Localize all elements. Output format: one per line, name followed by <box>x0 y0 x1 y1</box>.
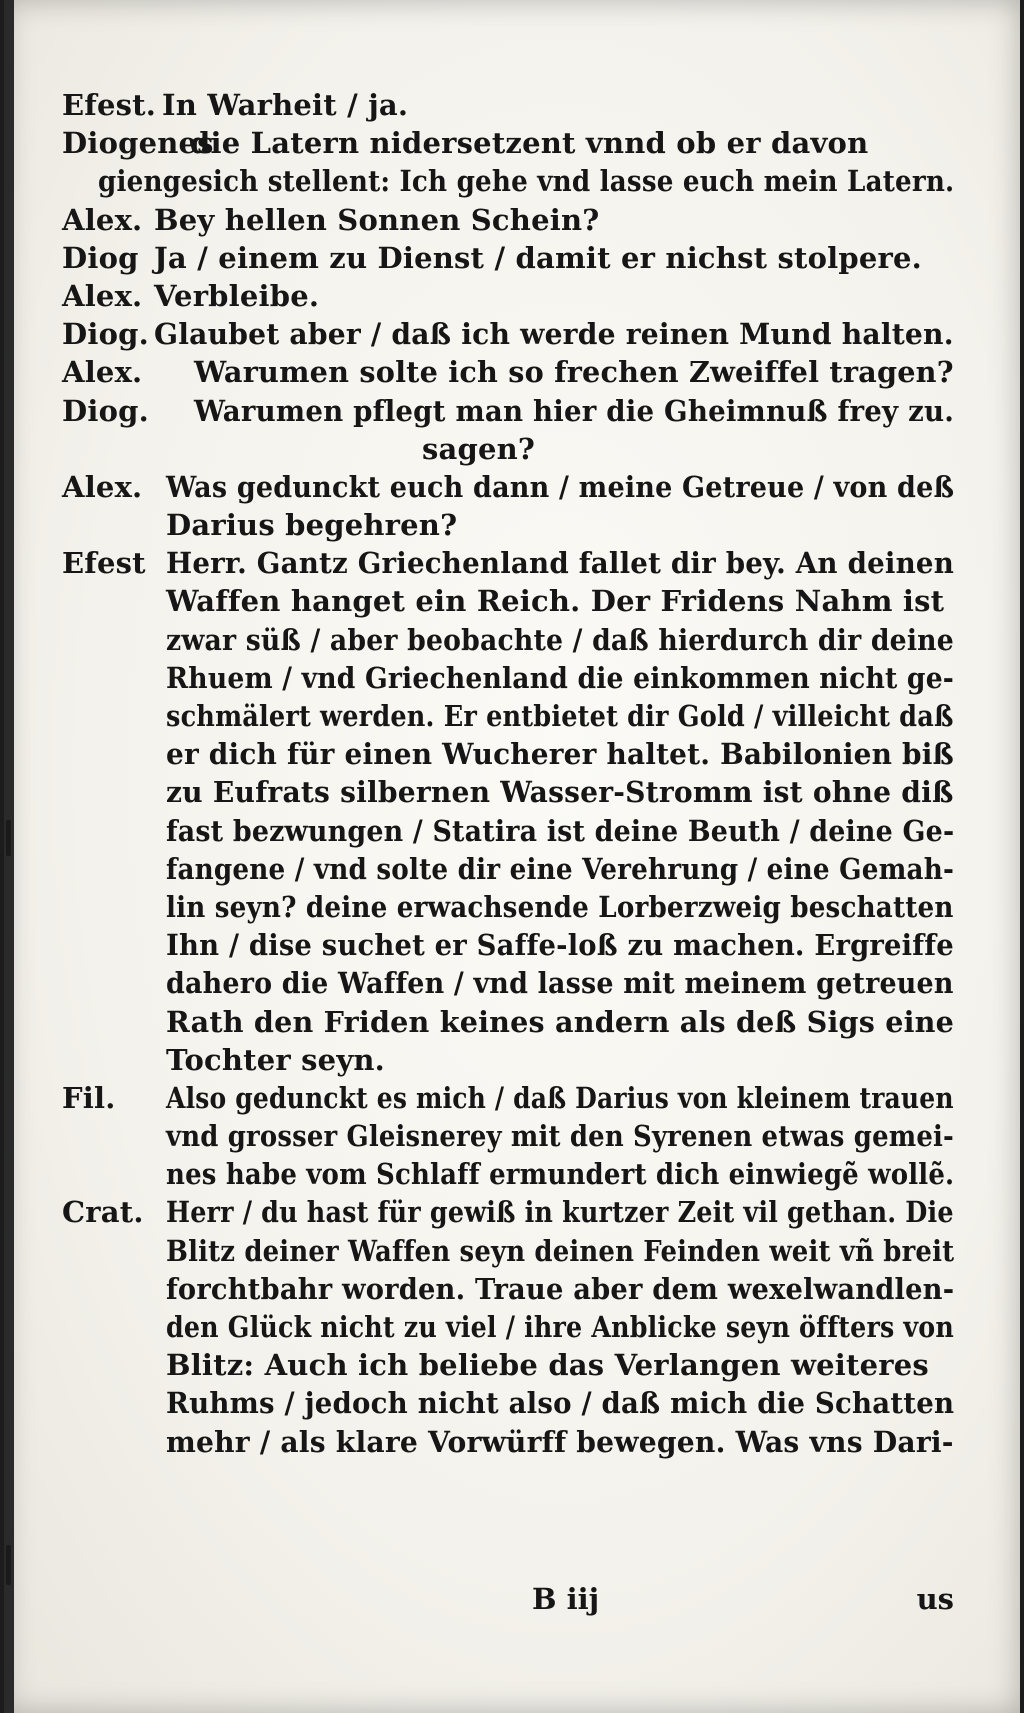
line-text: lin seyn? deine erwachsende Lorberzweig beschatten <box>166 889 954 924</box>
text-line <box>62 926 954 964</box>
book-page <box>4 0 1020 1713</box>
text-line <box>62 621 954 659</box>
margin-mark <box>6 820 11 856</box>
line-text: Rhuem / vnd Griechenland die einkommen nicht ge- <box>166 660 955 695</box>
speaker-name: Diog. <box>62 393 149 428</box>
line-text: nes habe vom Schlaff ermundert dich einwiegẽ wollẽ. <box>166 1157 955 1192</box>
line-text: Verbleibe. <box>154 278 320 313</box>
line-text: vnd grosser Gleisnerey mit den Syrenen etwas gemei- <box>166 1119 954 1154</box>
text-line <box>62 1384 954 1422</box>
text-line <box>62 201 954 239</box>
text-line <box>62 1155 954 1193</box>
line-text: Ja / einem zu Dienst / damit er nichst stolpere. <box>154 240 922 275</box>
margin-mark <box>6 1545 11 1585</box>
speaker-name: Efest. <box>62 88 157 122</box>
text-line <box>62 86 954 124</box>
text-line <box>62 468 954 506</box>
text-line <box>62 964 954 1002</box>
line-text: Blitz deiner Waffen seyn deinen Feinden weit vñ breit <box>166 1233 955 1268</box>
line-text: giengesich stellent: Ich gehe vnd lasse euch mein Latern. <box>98 164 955 199</box>
line-text: sagen? <box>422 431 536 466</box>
line-text: forchtbahr worden. Traue aber dem wexelwandlen- <box>166 1271 955 1306</box>
catchword: us <box>916 1582 954 1616</box>
text-line <box>62 888 954 926</box>
line-text: fangene / vnd solte dir eine Verehrung / eine Gemah- <box>166 851 955 886</box>
line-text: Herr. Gantz Griechenland fallet dir bey. An deinen <box>166 546 955 581</box>
text-line <box>62 812 954 850</box>
text-line <box>62 277 954 315</box>
text-line <box>62 544 954 582</box>
text-line <box>62 124 954 162</box>
speaker-name: Diog <box>62 240 139 275</box>
line-text: fast bezwungen / Statira ist deine Beuth / deine Ge- <box>166 813 955 848</box>
text-line <box>62 735 954 773</box>
line-text: Warumen solte ich so frechen Zweiffel tragen? <box>194 355 954 390</box>
text-line <box>62 1079 954 1117</box>
line-text: Glaubet aber / daß ich werde reinen Mund halten. <box>154 317 954 352</box>
line-text: mehr / als klare Vorwürff bewegen. Was vns Dari- <box>166 1424 954 1459</box>
line-text: die Latern nidersetzent vnnd ob er davon <box>190 126 869 161</box>
speaker-name: Alex. <box>62 202 143 237</box>
text-line <box>62 353 954 391</box>
page-edge <box>4 0 14 1713</box>
text-line <box>62 430 954 468</box>
text-line <box>62 582 954 620</box>
text-line <box>62 392 954 430</box>
speaker-name: Alex. <box>62 278 143 313</box>
text-line <box>62 1232 954 1270</box>
text-line <box>62 315 954 353</box>
text-line <box>62 506 954 544</box>
text-line <box>62 1117 954 1155</box>
text-line <box>62 697 954 735</box>
text-line <box>62 659 954 697</box>
text-block <box>62 86 954 1461</box>
text-line <box>62 1423 954 1461</box>
text-line <box>62 1041 954 1079</box>
text-line <box>62 1346 954 1384</box>
text-line <box>62 1270 954 1308</box>
text-line <box>62 773 954 811</box>
speaker-name: Crat. <box>62 1195 144 1230</box>
text-line <box>62 239 954 277</box>
signature-mark: B iij <box>532 1582 600 1616</box>
line-text: Was gedunckt euch dann / meine Getreue / von deß <box>166 469 955 504</box>
text-line <box>62 1308 954 1346</box>
line-text: Darius begehren? <box>166 508 458 543</box>
line-text: Tochter seyn. <box>166 1042 385 1077</box>
text-line <box>62 162 954 200</box>
speaker-name: Efest <box>62 546 146 581</box>
line-text: Bey hellen Sonnen Schein? <box>154 202 600 237</box>
line-text: Rath den Friden keines andern als deß Sigs eine <box>166 1004 955 1039</box>
line-text: Herr / du hast für gewiß in kurtzer Zeit vil gethan. Die <box>166 1195 954 1230</box>
speaker-name: Diogenes <box>62 126 214 161</box>
line-text: In Warheit / ja. <box>162 88 409 122</box>
line-text: Ruhms / jedoch nicht also / daß mich die Schatten <box>166 1386 955 1421</box>
line-text: zu Eufrats silbernen Wasser-Stromm ist ohne diß <box>166 775 954 810</box>
speaker-name: Alex. <box>62 469 143 504</box>
speaker-name: Diog. <box>62 317 149 352</box>
line-text: er dich für einen Wucherer haltet. Babilonien biß <box>166 737 954 772</box>
line-text: Blitz: Auch ich beliebe das Verlangen weiteres <box>166 1348 929 1383</box>
line-text: Waffen hanget ein Reich. Der Fridens Nahm ist <box>166 584 945 619</box>
speaker-name: Fil. <box>62 1080 116 1115</box>
line-text: Also gedunckt es mich / daß Darius von kleinem trauen <box>166 1080 954 1115</box>
text-line <box>62 1003 954 1041</box>
line-text: zwar süß / aber beobachte / daß hierdurch dir deine <box>166 622 954 657</box>
page-footer <box>62 1580 954 1620</box>
line-text: Warumen pflegt man hier die Gheimnuß frey zu. <box>194 393 955 428</box>
line-text: dahero die Waffen / vnd lasse mit meinem getreuen <box>166 966 954 1001</box>
line-text: schmälert werden. Er entbietet dir Gold / villeicht daß <box>166 699 954 733</box>
text-line <box>62 1193 954 1231</box>
line-text: den Glück nicht zu viel / ihre Anblicke seyn öffters von <box>166 1310 954 1344</box>
speaker-name: Alex. <box>62 355 143 390</box>
line-text: Ihn / dise suchet er Saffe-loß zu machen. Ergreiffe <box>166 928 954 963</box>
text-line <box>62 850 954 888</box>
